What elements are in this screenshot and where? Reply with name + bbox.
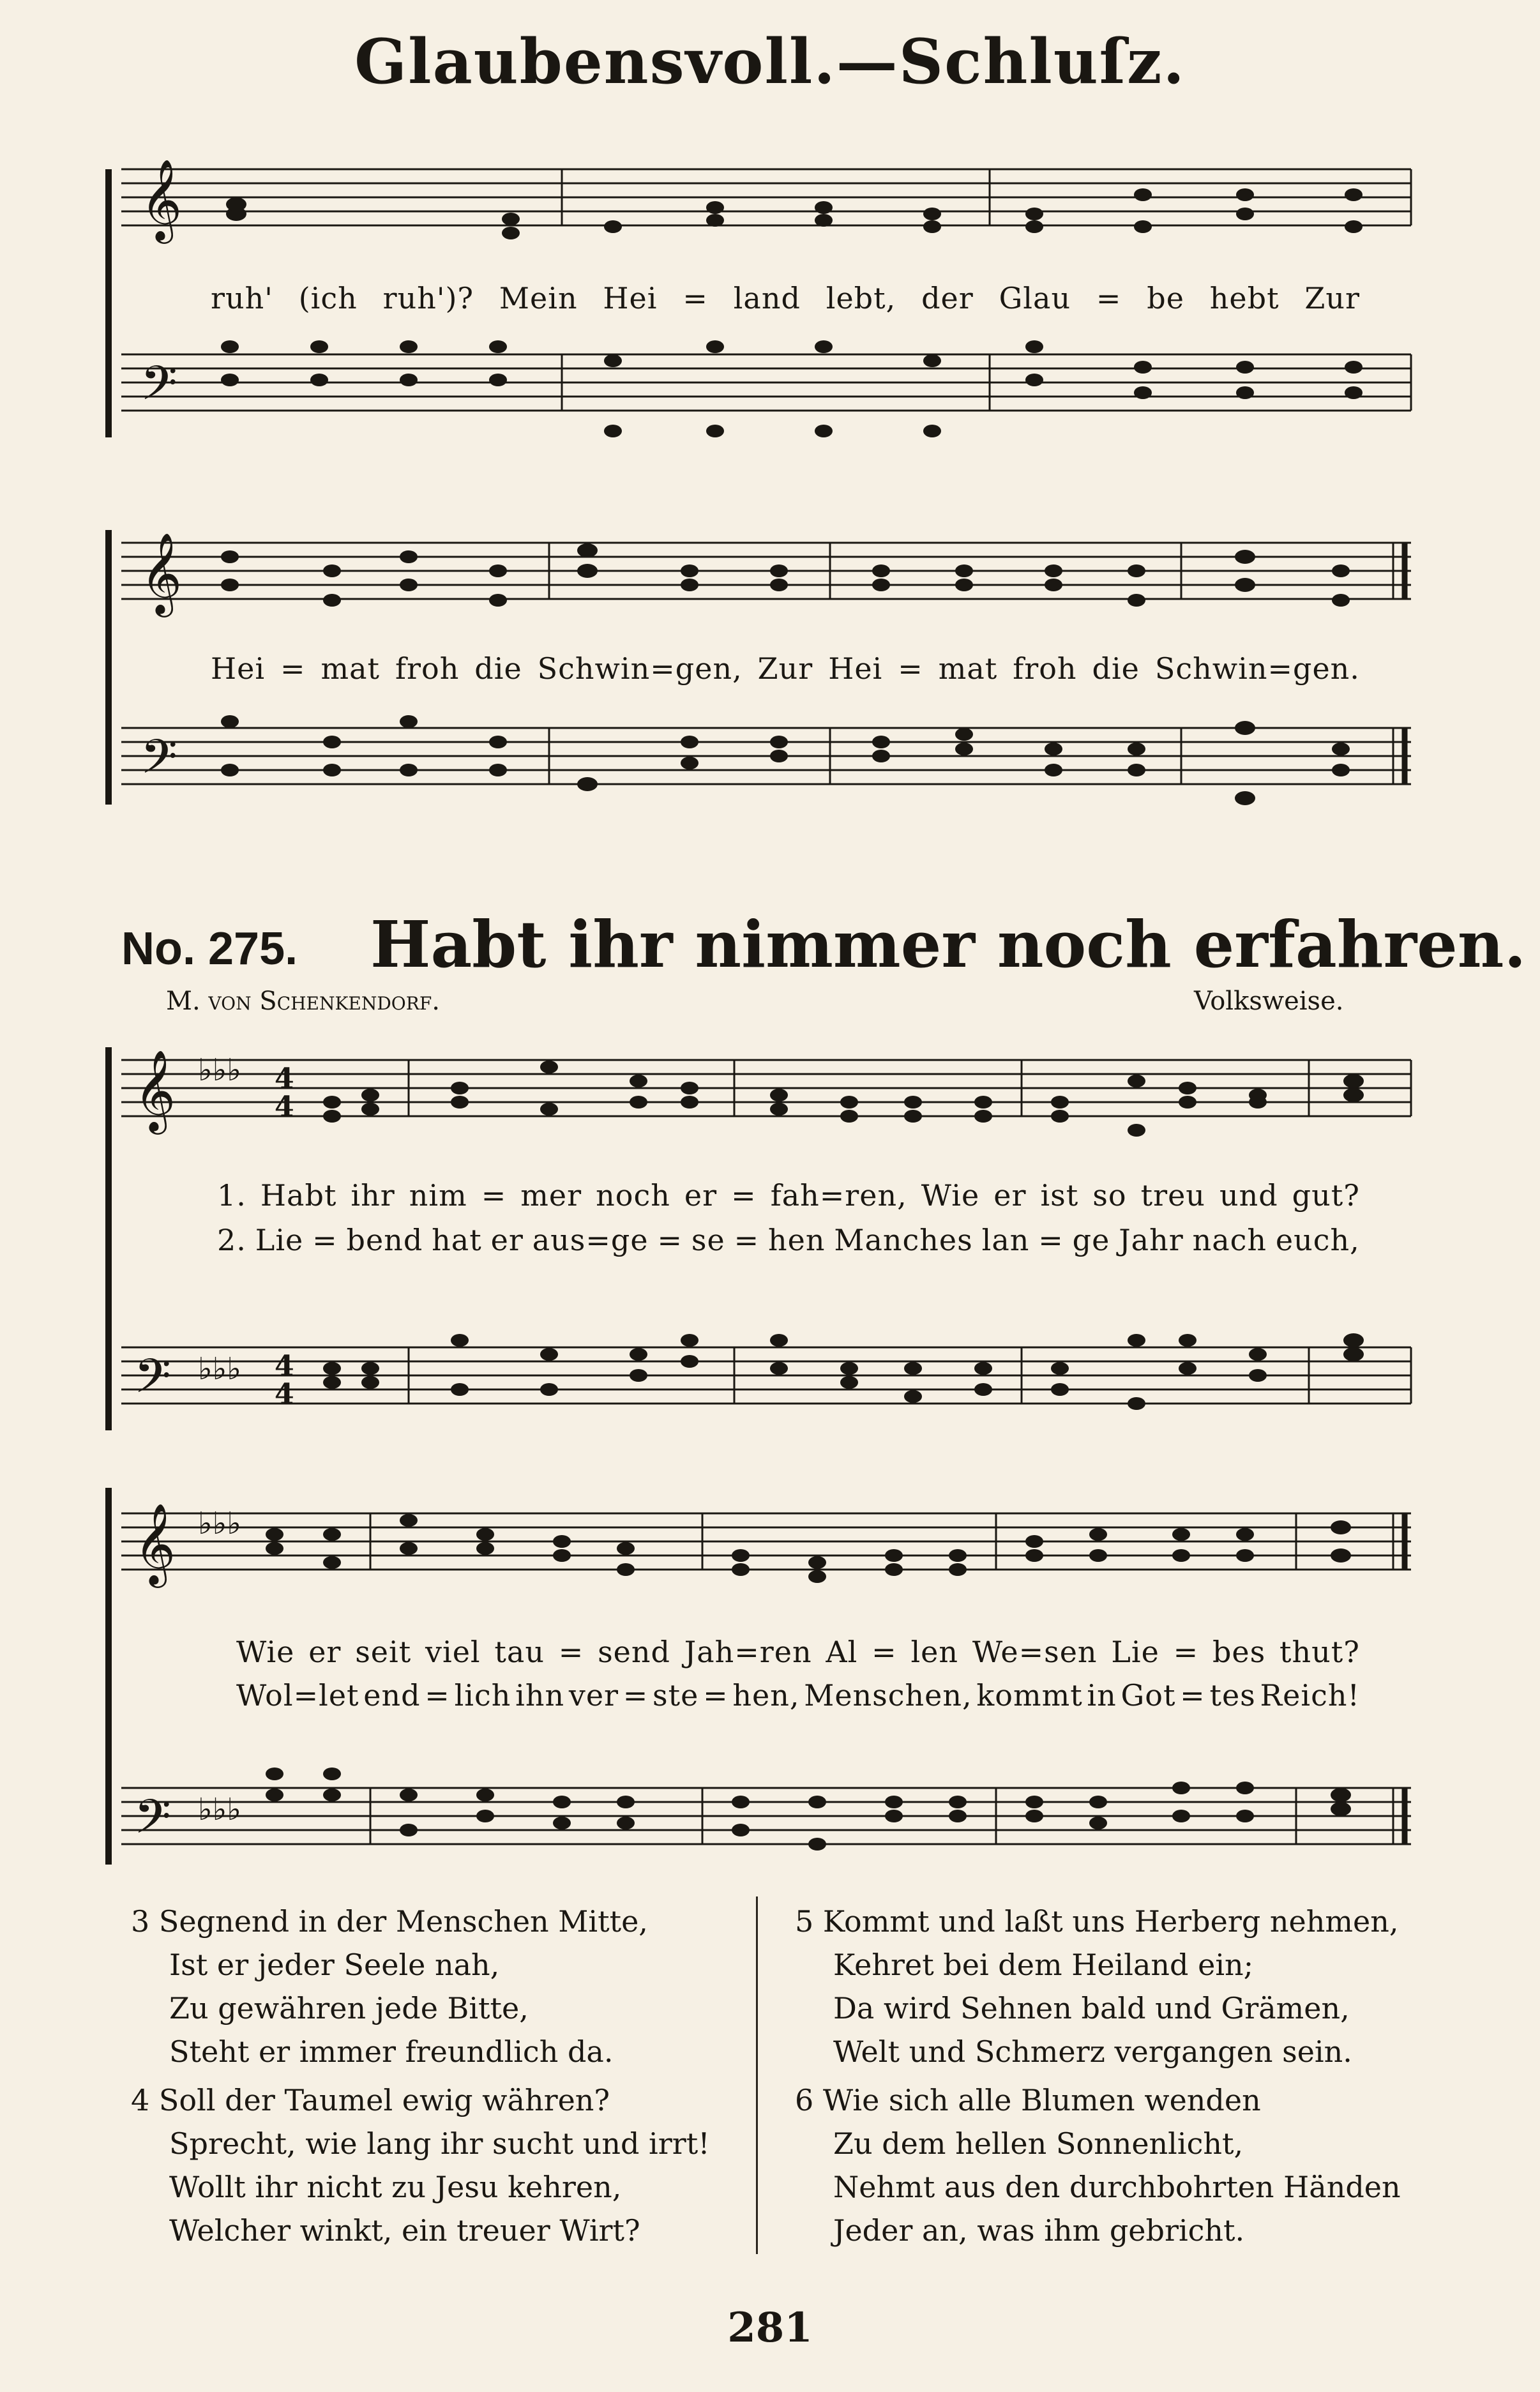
- lyric-syllable: We=sen: [972, 1635, 1098, 1669]
- lyric-syllable: Habt: [260, 1178, 337, 1213]
- lyric-syllable: =: [1180, 1678, 1205, 1713]
- music-system-275-2: [102, 1462, 1430, 1877]
- lyric-syllable: =: [623, 1678, 649, 1713]
- lyric-syllable: seit: [355, 1635, 412, 1669]
- hymn-number: No. 275.: [121, 923, 298, 974]
- lyric-syllable: mer: [520, 1178, 582, 1213]
- lyric-syllable: ist: [1040, 1178, 1079, 1213]
- lyric-syllable: =: [683, 281, 708, 315]
- lyric-syllable: ste: [653, 1678, 699, 1713]
- lyric-syllable: tes: [1209, 1678, 1256, 1713]
- stanza-line: Ist er jeder Seele nah,: [169, 1948, 500, 1982]
- lyric-syllable: Zur: [757, 651, 813, 686]
- lyric-syllable: land: [733, 281, 801, 315]
- stanza-5: [795, 1900, 1398, 2073]
- lyric-syllable: Al: [826, 1635, 858, 1669]
- lyric-syllable: Hei: [603, 281, 658, 315]
- stanza-line: Nehmt aus den durchbohrten Händen: [833, 2170, 1401, 2204]
- lyric-syllable: thut?: [1280, 1635, 1360, 1669]
- lyrics-275-1-verse-1: [102, 1178, 1430, 1213]
- lyric-syllable: der: [921, 281, 974, 315]
- lyric-syllable: er: [490, 1223, 524, 1257]
- svg-text:𝄢: 𝄢: [140, 356, 177, 423]
- lyric-syllable: Schwin=gen,: [537, 651, 743, 686]
- page-number: 281: [727, 2304, 813, 2352]
- svg-text:♭♭♭: ♭♭♭: [198, 1052, 241, 1088]
- hymn-author: M. von Schenkendorf.: [166, 987, 440, 1016]
- stanza-line: 6 Wie sich alle Blumen wenden: [795, 2083, 1261, 2117]
- stanza-line: 4 Soll der Taumel ewig währen?: [131, 2083, 610, 2117]
- lyric-syllable: er: [993, 1178, 1027, 1213]
- lyric-syllable: viel: [425, 1635, 481, 1669]
- lyric-syllable: =: [657, 1223, 683, 1257]
- lyric-syllable: die: [474, 651, 522, 686]
- stanza-line: Da wird Sehnen bald und Grämen,: [833, 1991, 1350, 2025]
- lyric-syllable: nim: [409, 1178, 467, 1213]
- lyric-syllable: aus=ge: [532, 1223, 649, 1257]
- lyric-syllable: =: [425, 1678, 450, 1713]
- music-system-274-1: [102, 144, 1430, 450]
- lyric-syllable: Reich!: [1260, 1678, 1360, 1713]
- lyric-syllable: Mein: [499, 281, 578, 315]
- lyric-syllable: lebt,: [826, 281, 896, 315]
- lyrics-275-2-verse-2: [102, 1678, 1430, 1713]
- svg-text:♭♭♭: ♭♭♭: [198, 1792, 241, 1828]
- lyric-syllable: er: [308, 1635, 342, 1669]
- lyric-syllable: Schwin=gen.: [1154, 651, 1360, 686]
- lyric-syllable: Glau: [999, 281, 1071, 315]
- lyric-syllable: =: [731, 1178, 757, 1213]
- verse-number: 2.: [217, 1223, 246, 1257]
- lyric-syllable: hen,: [732, 1678, 800, 1713]
- lyric-syllable: treu: [1140, 1178, 1205, 1213]
- lyric-syllable: gut?: [1292, 1178, 1360, 1213]
- lyric-syllable: =: [312, 1223, 338, 1257]
- svg-text:♭♭♭: ♭♭♭: [198, 1506, 241, 1541]
- svg-text:𝄢: 𝄢: [134, 1349, 171, 1416]
- lyric-syllable: Lie: [255, 1223, 304, 1257]
- stanza-number: 6: [795, 2083, 814, 2117]
- lyric-syllable: Menschen,: [804, 1678, 972, 1713]
- lyric-syllable: froh: [1013, 651, 1077, 686]
- lyric-syllable: lich: [454, 1678, 511, 1713]
- stanza-number: 4: [131, 2083, 150, 2117]
- lyrics-275-1-verse-2: [102, 1223, 1430, 1257]
- lyrics-274-line-1: [102, 281, 1430, 315]
- stanza-number: 3: [131, 1904, 150, 1939]
- lyric-syllable: bes: [1212, 1635, 1266, 1669]
- lyric-syllable: Manches: [834, 1223, 973, 1257]
- lyric-syllable: hat: [432, 1223, 482, 1257]
- lyric-syllable: =: [898, 651, 923, 686]
- stanza-line: Zu gewähren jede Bitte,: [169, 1991, 529, 2025]
- lyric-syllable: fah=ren,: [770, 1178, 907, 1213]
- lyric-syllable: lan: [981, 1223, 1030, 1257]
- hymn-tune-source: Volksweise.: [1194, 987, 1344, 1016]
- lyric-syllable: =: [280, 651, 306, 686]
- lyric-syllable: len: [910, 1635, 959, 1669]
- lyric-syllable: =: [872, 1635, 897, 1669]
- lyric-syllable: Got: [1121, 1678, 1176, 1713]
- lyric-syllable: mat: [938, 651, 998, 686]
- lyric-syllable: send: [598, 1635, 670, 1669]
- lyric-syllable: ihn: [515, 1678, 565, 1713]
- score-staves: [102, 1462, 1430, 1877]
- lyric-syllable: er: [684, 1178, 718, 1213]
- lyric-syllable: ihr: [351, 1178, 395, 1213]
- lyric-syllable: hebt: [1209, 281, 1280, 315]
- lyrics-275-2-verse-1: [102, 1635, 1430, 1669]
- stanza-line: Zu dem hellen Sonnenlicht,: [833, 2126, 1244, 2161]
- lyric-syllable: Hei: [211, 651, 266, 686]
- verse-number: 1.: [217, 1178, 246, 1213]
- lyric-syllable: =: [1038, 1223, 1064, 1257]
- lyric-syllable: mat: [321, 651, 381, 686]
- stanza-line: Wollt ihr nicht zu Jesu kehren,: [169, 2170, 622, 2204]
- lyrics-274-line-2: [102, 651, 1430, 686]
- stanza-line: Kehret bei dem Heiland ein;: [833, 1948, 1254, 1982]
- lyric-syllable: Wie: [921, 1178, 980, 1213]
- stanza-line: Welcher winkt, ein treuer Wirt?: [169, 2213, 640, 2248]
- time-signature-bottom: 4: [275, 1091, 294, 1123]
- music-system-274-2: [102, 504, 1430, 824]
- lyric-syllable: froh: [395, 651, 460, 686]
- svg-text:𝄞: 𝄞: [134, 1049, 176, 1131]
- page-title: Glaubensvoll.—Schluſz.: [354, 26, 1186, 98]
- lyric-syllable: be: [1147, 281, 1184, 315]
- lyric-syllable: Lie: [1111, 1635, 1159, 1669]
- lyric-syllable: end: [363, 1678, 421, 1713]
- music-system-275-1: [102, 1022, 1430, 1443]
- lyric-syllable: Zur: [1304, 281, 1360, 315]
- lyric-syllable: Wie: [236, 1635, 295, 1669]
- lyric-syllable: Jahr: [1119, 1223, 1184, 1257]
- stanza-line: Sprecht, wie lang ihr sucht und irrt!: [169, 2126, 710, 2161]
- lyric-syllable: =: [1173, 1635, 1199, 1669]
- lyric-syllable: tau: [494, 1635, 545, 1669]
- svg-text:𝄢: 𝄢: [134, 1789, 171, 1856]
- svg-text:♭♭♭: ♭♭♭: [198, 1351, 241, 1387]
- lyric-syllable: se: [691, 1223, 725, 1257]
- lyric-syllable: ruh')?: [382, 281, 474, 315]
- column-divider: [756, 1896, 758, 2254]
- lyric-syllable: Hei: [828, 651, 883, 686]
- lyric-syllable: Wol=let: [236, 1678, 359, 1713]
- lyric-syllable: euch,: [1275, 1223, 1360, 1257]
- lyric-syllable: Jah=ren: [684, 1635, 812, 1669]
- lyric-syllable: die: [1092, 651, 1140, 686]
- lyric-syllable: (ich: [298, 281, 358, 315]
- lyric-syllable: noch: [596, 1178, 670, 1213]
- lyric-syllable: ver: [568, 1678, 619, 1713]
- time-signature-top: 4: [275, 1063, 294, 1095]
- svg-text:4: 4: [275, 1378, 294, 1411]
- hymn-title: Habt ihr nimmer noch erfahren.: [370, 907, 1527, 982]
- svg-text:𝄢: 𝄢: [140, 729, 177, 796]
- lyric-syllable: in: [1087, 1678, 1117, 1713]
- lyric-syllable: nach: [1192, 1223, 1267, 1257]
- lyric-syllable: kommt: [976, 1678, 1083, 1713]
- svg-text:𝄞: 𝄞: [140, 532, 183, 614]
- svg-text:𝄞: 𝄞: [134, 1503, 176, 1584]
- stanza-3: [131, 1900, 648, 2073]
- stanza-line: Jeder an, was ihm gebricht.: [833, 2213, 1245, 2248]
- stanza-line: 3 Segnend in der Menschen Mitte,: [131, 1904, 648, 1939]
- lyric-syllable: =: [734, 1223, 760, 1257]
- lyric-syllable: hen: [768, 1223, 826, 1257]
- lyric-syllable: =: [481, 1178, 507, 1213]
- stanza-4: [131, 2078, 710, 2252]
- lyric-syllable: =: [558, 1635, 584, 1669]
- stanza-line: Steht er immer freundlich da.: [169, 2034, 614, 2069]
- lyric-syllable: bend: [346, 1223, 423, 1257]
- lyric-syllable: ruh': [211, 281, 273, 315]
- lyric-syllable: =: [703, 1678, 728, 1713]
- lyric-syllable: ge: [1072, 1223, 1110, 1257]
- svg-text:4: 4: [275, 1350, 294, 1382]
- stanza-line: 5 Kommt und laßt uns Herberg nehmen,: [795, 1904, 1399, 1939]
- lyric-syllable: =: [1096, 281, 1122, 315]
- stanza-number: 5: [795, 1904, 814, 1939]
- lyric-syllable: so: [1092, 1178, 1127, 1213]
- lyric-syllable: und: [1219, 1178, 1278, 1213]
- stanza-line: Welt und Schmerz vergangen sein.: [833, 2034, 1352, 2069]
- stanza-6: [795, 2078, 1401, 2252]
- svg-text:𝄞: 𝄞: [140, 158, 183, 240]
